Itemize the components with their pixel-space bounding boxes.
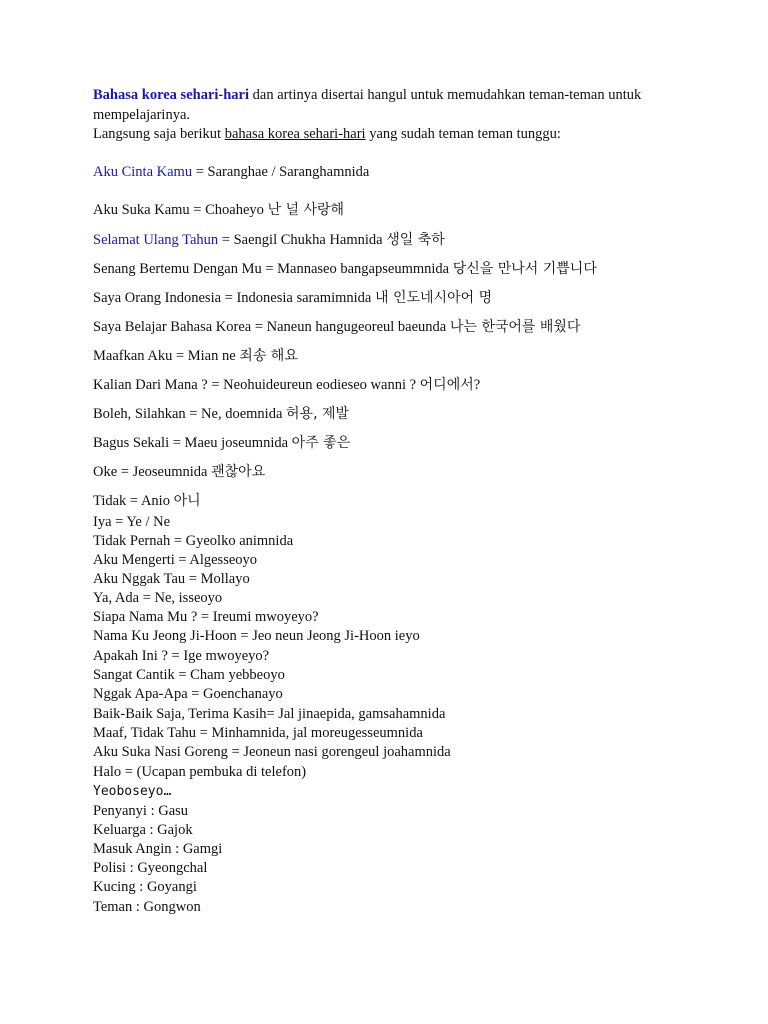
list-item: Teman : Gongwon <box>93 899 201 915</box>
phrase-line <box>93 316 580 336</box>
phrase-text: = Saengil Chukha Hamnida <box>218 232 387 248</box>
phrase-hangul: 내 인도네시아어 명 <box>375 290 493 306</box>
list-item: Penyanyi : Gasu <box>93 803 189 819</box>
intro-line-2 <box>93 125 693 145</box>
phrase-hangul: 죄송 해요 <box>239 348 298 364</box>
phrase-text: Senang Bertemu Dengan Mu = Mannaseo bangapseummnida <box>93 261 453 277</box>
phrase-line <box>93 490 201 510</box>
intro-text-1: dan artinya disertai hangul untuk memudahkan teman-teman untuk mempelajarinya. <box>93 87 642 123</box>
list-item: Kucing : Goyangi <box>93 879 197 895</box>
phrase-hangul: 괜찮아요 <box>211 464 266 480</box>
phrase-hangul: 나는 한국어를 배웠다 <box>449 319 581 335</box>
intro-line-1 <box>93 86 693 125</box>
phrase-hangul: 아니 <box>173 493 201 509</box>
list-item: Nama Ku Jeong Ji-Hoon = Jeo neun Jeong Ji-Hoon ieyo <box>93 628 420 644</box>
intro-link-1[interactable]: Bahasa korea sehari-hari <box>93 87 250 103</box>
phrase-text: Oke = Jeoseumnida <box>93 464 212 480</box>
list-item: Aku Nggak Tau = Mollayo <box>93 571 250 587</box>
phrase-hangul: 아주 좋은 <box>291 435 351 451</box>
list-item: Yeoboseyo… <box>93 784 172 799</box>
phrase-highlight: Selamat Ulang Tahun <box>93 232 219 248</box>
list-item: Iya = Ye / Ne <box>93 514 171 530</box>
intro-text-3: yang sudah teman teman tunggu: <box>365 126 561 142</box>
list-item: Maaf, Tidak Tahu = Minhamnida, jal moreugesseumnida <box>93 725 423 741</box>
phrase-text: Saya Belajar Bahasa Korea = Naneun hangugeoreul baeunda <box>93 319 450 335</box>
phrase-line <box>93 374 480 394</box>
phrase-line <box>93 229 445 249</box>
list-item: Siapa Nama Mu ? = Ireumi mwoyeyo? <box>93 609 319 625</box>
phrase-line <box>93 432 350 452</box>
phrase-text: Kalian Dari Mana ? = Neohuideureun eodieseo wanni ? <box>93 377 420 393</box>
phrase-line <box>93 403 349 423</box>
phrase-line <box>93 287 492 307</box>
phrase-line <box>93 461 265 481</box>
intro-paragraph <box>93 86 693 145</box>
list-item: Nggak Apa-Apa = Goenchanayo <box>93 686 283 702</box>
list-item: Ya, Ada = Ne, isseoyo <box>93 590 223 606</box>
phrase-hangul: 허용, 제발 <box>286 406 350 422</box>
phrase-hangul: 생일 축하 <box>386 232 445 248</box>
phrase-text: Maafkan Aku = Mian ne <box>93 348 240 364</box>
list-item: Sangat Cantik = Cham yebbeoyo <box>93 667 285 683</box>
phrase-text: Aku Suka Kamu = Choaheyo <box>93 202 268 218</box>
phrase-hangul: 어디에서 <box>419 377 474 393</box>
list-item: Masuk Angin : Gamgi <box>93 841 223 857</box>
phrase-text: Tidak = Anio <box>93 493 174 509</box>
phrase-line <box>93 164 369 181</box>
phrase-text: Boleh, Silahkan = Ne, doemnida <box>93 406 287 422</box>
phrase-line <box>93 345 298 365</box>
phrase-highlight: Aku Cinta Kamu <box>93 164 193 180</box>
list-item: Aku Suka Nasi Goreng = Jeoneun nasi gorengeul joahamnida <box>93 744 451 760</box>
list-item: Baik-Baik Saja, Terima Kasih= Jal jinaepida, gamsahamnida <box>93 706 446 722</box>
phrase-suffix: ? <box>473 377 481 393</box>
phrase-line <box>93 258 597 278</box>
intro-link-2[interactable]: bahasa korea sehari-hari <box>224 126 366 142</box>
intro-text-2: Langsung saja berikut <box>93 126 225 142</box>
list-item: Apakah Ini ? = Ige mwoyeyo? <box>93 648 270 664</box>
list-item: Polisi : Gyeongchal <box>93 860 208 876</box>
list-item: Tidak Pernah = Gyeolko animnida <box>93 533 294 549</box>
phrase-text: = Saranghae / Saranghamnida <box>192 164 370 180</box>
list-item: Aku Mengerti = Algesseoyo <box>93 552 258 568</box>
phrase-text: Saya Orang Indonesia = Indonesia saramimnida <box>93 290 375 306</box>
list-item: Keluarga : Gajok <box>93 822 193 838</box>
phrase-hangul: 당신을 만나서 기쁩니다 <box>452 261 597 277</box>
phrase-line <box>93 199 344 219</box>
phrase-text: Bagus Sekali = Maeu joseumnida <box>93 435 292 451</box>
phrase-hangul: 난 널 사랑해 <box>267 202 345 218</box>
list-item: Halo = (Ucapan pembuka di telefon) <box>93 764 307 780</box>
